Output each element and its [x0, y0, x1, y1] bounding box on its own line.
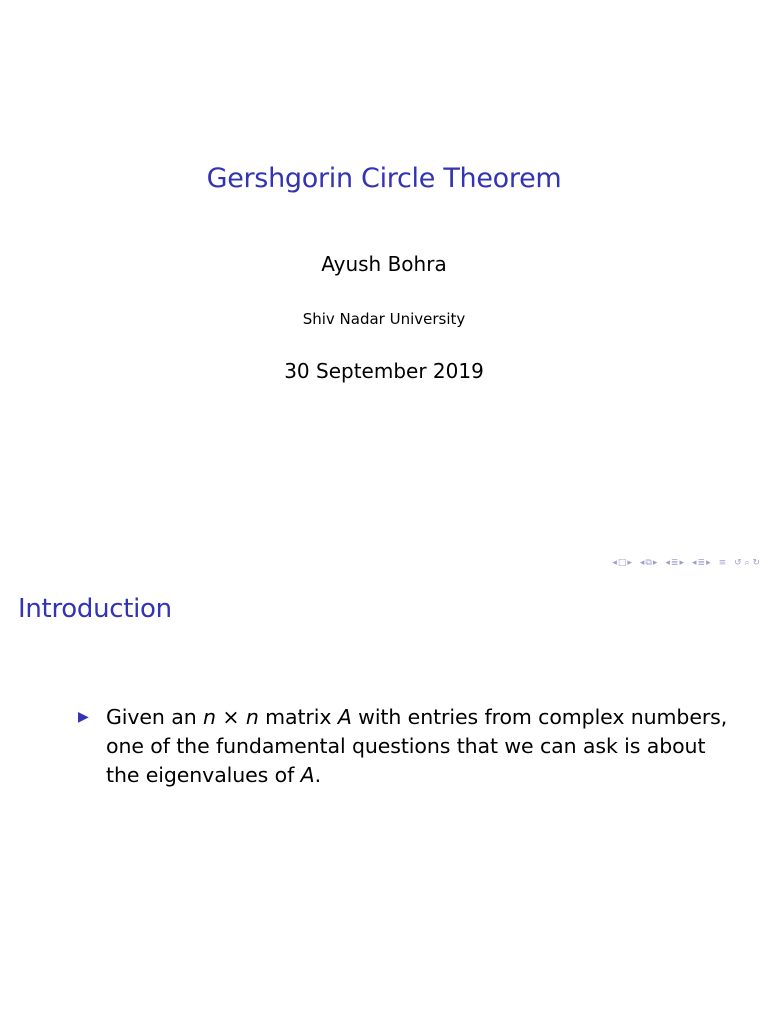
author-name: Ayush Bohra	[321, 252, 447, 276]
slide-next-arrow-icon[interactable]: ▸	[627, 557, 632, 568]
back-search-forward-icon[interactable]: ↺ ⌕ ↻	[734, 557, 760, 568]
appendix-lines-icon[interactable]: ≡	[718, 557, 727, 568]
presentation-date: 30 September 2019	[284, 359, 484, 383]
institute-name: Shiv Nadar University	[302, 310, 466, 328]
subsection-navigation	[665, 559, 684, 568]
introduction-slide	[0, 576, 768, 1024]
frame-stack-icon[interactable]: ⧉	[645, 557, 652, 568]
math-variable: A	[337, 705, 352, 729]
subsection-next-arrow-icon[interactable]: ▸	[679, 557, 684, 568]
triangle-bullet-icon: ▶	[78, 709, 89, 725]
frame-navigation	[640, 559, 658, 568]
section-prev-arrow-icon[interactable]: ◂	[692, 557, 697, 568]
frame-title: Introduction	[18, 594, 172, 624]
math-variable: n	[203, 705, 216, 729]
math-variable: A	[300, 763, 315, 787]
presentation-title: Gershgorin Circle Theorem	[206, 163, 562, 194]
search-navigation	[734, 559, 760, 568]
list-item	[78, 703, 738, 790]
text-segment: .	[314, 763, 322, 787]
frame-next-arrow-icon[interactable]: ▸	[652, 557, 658, 568]
frame-prev-arrow-icon[interactable]: ◂	[639, 557, 645, 568]
beamer-navigation-bar	[606, 556, 760, 570]
slide-navigation	[612, 559, 632, 568]
appendix-navigation	[719, 559, 727, 568]
slide-prev-arrow-icon[interactable]: ◂	[612, 557, 617, 568]
slide-square-icon[interactable]: □	[617, 557, 627, 568]
text-segment: with entries from complex numbers, one of the fundamental questions that we can ask is about the eigenvalues of	[106, 705, 728, 787]
math-operator: ×	[215, 705, 246, 729]
bullet-list	[78, 703, 738, 790]
text-segment: Given an	[106, 705, 204, 729]
text-segment: matrix	[258, 705, 338, 729]
math-variable: n	[245, 705, 259, 729]
section-lines-icon[interactable]: ≣	[697, 557, 706, 568]
bullet-text	[106, 703, 738, 790]
section-navigation	[692, 559, 711, 568]
section-next-arrow-icon[interactable]: ▸	[706, 557, 711, 568]
subsection-prev-arrow-icon[interactable]: ◂	[665, 557, 670, 568]
subsection-lines-icon[interactable]: ≣	[670, 557, 679, 568]
